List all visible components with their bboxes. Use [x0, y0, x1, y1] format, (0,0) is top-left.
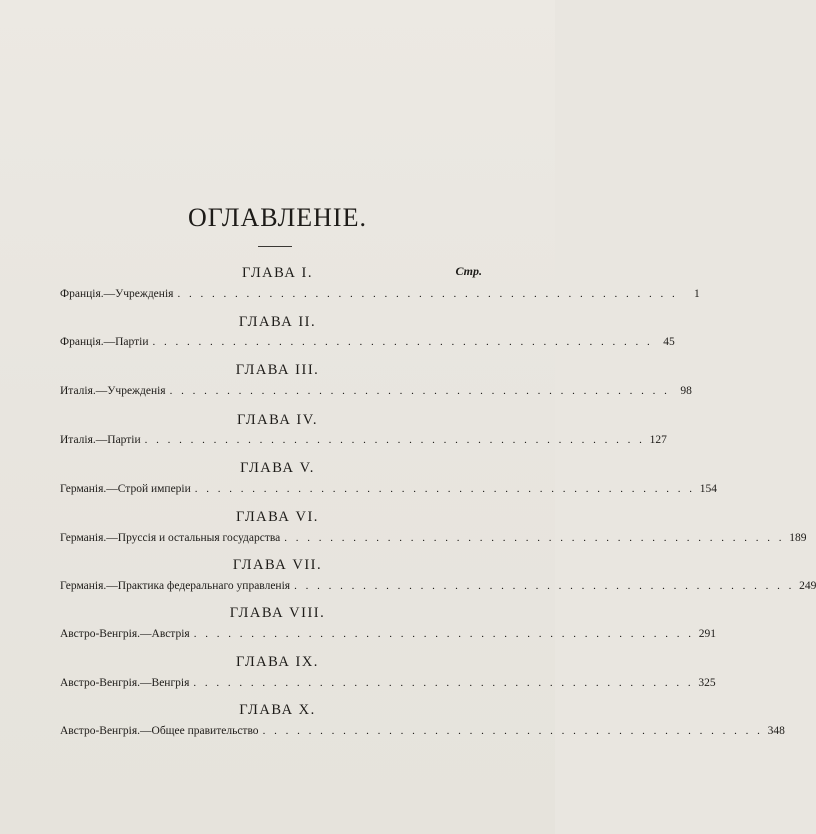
chapter-heading: ГЛАВА X.: [239, 702, 316, 718]
leader-dots: . . . . . . . . . . . . . . . . . . . . . . . . . . . . . . . . . . . . . . . . . . . .: [193, 628, 694, 640]
leader-dots: . . . . . . . . . . . . . . . . . . . . . . . . . . . . . . . . . . . . . . . . . . . .: [144, 434, 645, 446]
chapter-heading: ГЛАВА VIII.: [229, 605, 326, 621]
toc-entry: [60, 434, 667, 450]
toc-entry-text: Германія.—Практика федеральнаго управленія: [60, 580, 291, 592]
chapter-heading: ГЛАВА I.: [242, 265, 313, 281]
toc-entry-text: Австро-Венгрія.—Общее правительство: [60, 725, 259, 737]
toc-entry: [60, 385, 692, 401]
page-title: ОГЛАВЛЕНІЕ.: [188, 203, 367, 232]
leader-dots: . . . . . . . . . . . . . . . . . . . . . . . . . . . . . . . . . . . . . . . . . . . .: [194, 483, 696, 495]
page-column-label: Стр.: [455, 264, 482, 278]
toc-entry-text: Германія.—Строй имперіи: [60, 483, 191, 495]
toc-entry-page: 348: [767, 725, 785, 737]
title-rule: [258, 246, 292, 247]
toc-entry: [60, 628, 716, 644]
toc-entry: [60, 483, 718, 499]
leader-dots: . . . . . . . . . . . . . . . . . . . . . . . . . . . . . . . . . . . . . . . . . . . .: [169, 385, 670, 397]
toc-entry: [60, 725, 785, 741]
chapter-heading: ГЛАВА VI.: [236, 509, 319, 525]
toc-entry-text: Италія.—Учрежденія: [60, 385, 166, 397]
toc-entry: [60, 336, 675, 352]
leader-dots: . . . . . . . . . . . . . . . . . . . . . . . . . . . . . . . . . . . . . . . . . . . .: [294, 580, 795, 592]
chapter-heading: ГЛАВА II.: [238, 314, 317, 330]
chapter-heading: ГЛАВА IV.: [236, 412, 318, 428]
toc-entry-page: 127: [649, 434, 667, 446]
toc-entry-text: Италія.—Партіи: [60, 434, 141, 446]
toc-entry-page: 45: [663, 336, 675, 348]
toc-entry: [60, 580, 816, 596]
toc-entry-page: 325: [698, 677, 716, 689]
toc-entry: [60, 288, 700, 304]
leader-dots: . . . . . . . . . . . . . . . . . . . . . . . . . . . . . . . . . . . . . . . . . . . .: [284, 532, 785, 544]
toc-entry-text: Франція.—Партіи: [60, 336, 149, 348]
toc-entry-page: 291: [698, 628, 716, 640]
toc-entry-page: 1: [693, 288, 700, 300]
chapter-heading: ГЛАВА VII.: [232, 557, 323, 573]
chapter-heading: ГЛАВА V.: [240, 460, 315, 476]
toc-entry-text: Австро-Венгрія.—Венгрія: [60, 677, 190, 689]
toc-entry-text: Германія.—Пруссія и остальныя государства: [60, 532, 281, 544]
chapter-heading: ГЛАВА IX.: [236, 654, 319, 670]
leader-dots: . . . . . . . . . . . . . . . . . . . . . . . . . . . . . . . . . . . . . . . . . . . .: [152, 336, 653, 348]
leader-dots: . . . . . . . . . . . . . . . . . . . . . . . . . . . . . . . . . . . . . . . . . . . .: [177, 288, 678, 300]
toc-entry-page: 249: [799, 580, 816, 592]
chapter-heading: ГЛАВА III.: [235, 362, 320, 378]
toc-entry-page: 189: [789, 532, 807, 544]
toc-entry-text: Франція.—Учрежденія: [60, 288, 174, 300]
toc-entry-page: 98: [680, 385, 692, 397]
leader-dots: . . . . . . . . . . . . . . . . . . . . . . . . . . . . . . . . . . . . . . . . . . . .: [262, 725, 763, 737]
toc-entry-text: Австро-Венгрія.—Австрія: [60, 628, 190, 640]
toc-entry: [60, 532, 807, 548]
toc-entry: [60, 677, 716, 693]
leader-dots: . . . . . . . . . . . . . . . . . . . . . . . . . . . . . . . . . . . . . . . . . . . .: [193, 677, 694, 689]
toc-entry-page: 154: [699, 483, 718, 495]
